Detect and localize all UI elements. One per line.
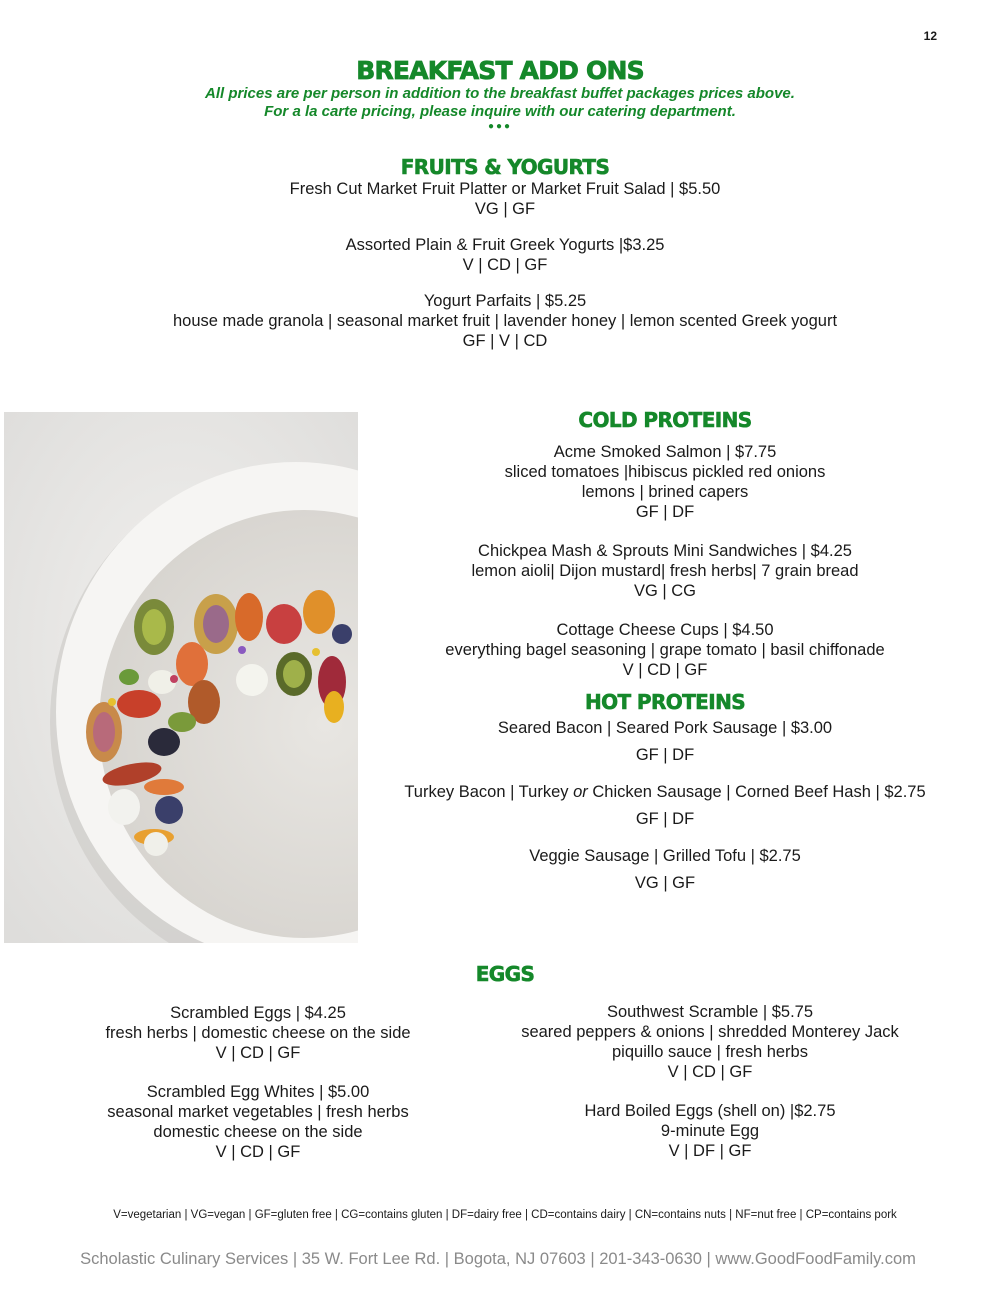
cold-proteins-section	[380, 408, 950, 680]
item-description: seared peppers & onions | shredded Monterey Jack	[521, 1023, 899, 1041]
item-tags: V | CD | GF	[667, 1063, 753, 1081]
footer-contact: Scholastic Culinary Services | 35 W. Fort Lee Rd. | Bogota, NJ 07603 | 201-343-0630 | www.GoodFoodFamily.com	[80, 1250, 916, 1268]
item-tags: GF | DF	[635, 503, 695, 521]
menu-item	[58, 1003, 458, 1063]
item-tags: GF | V | CD	[462, 332, 548, 350]
item-description: sliced tomatoes |hibiscus pickled red onions	[504, 463, 826, 481]
menu-item	[510, 1002, 910, 1082]
item-tags: V | CD | GF	[622, 661, 708, 679]
menu-item	[380, 846, 950, 893]
page-header	[0, 56, 1000, 133]
item-description: fresh herbs | domestic cheese on the side	[105, 1024, 411, 1042]
item-name: Fresh Cut Market Fruit Platter or Market Fruit Salad | $5.50	[289, 180, 721, 198]
eggs-left-column	[58, 1003, 458, 1181]
menu-item	[0, 235, 1000, 275]
menu-item	[0, 179, 1000, 219]
menu-item	[0, 291, 1000, 351]
item-description: 9-minute Egg	[660, 1122, 760, 1140]
dietary-legend: V=vegetarian | VG=vegan | GF=gluten free | CG=contains gluten | DF=dairy free | CD=contains dairy | CN=contains nuts | NF=nut free | CP=contains pork	[113, 1209, 897, 1221]
menu-item	[380, 541, 950, 601]
item-name-or: or	[573, 783, 588, 801]
item-name: Scrambled Egg Whites | $5.00	[146, 1083, 370, 1101]
item-tags: VG | GF	[634, 874, 696, 892]
item-name: Scrambled Eggs | $4.25	[170, 1004, 346, 1022]
section-title-hot: HOT PROTEINS	[584, 690, 746, 714]
item-tags: GF | DF	[635, 810, 695, 828]
divider-dots: ●●●	[487, 121, 513, 132]
item-name: Assorted Plain & Fruit Greek Yogurts |$3.25	[345, 236, 665, 254]
item-name: Southwest Scramble | $5.75	[606, 1003, 814, 1021]
section-title-fruits: FRUITS & YOGURTS	[400, 155, 610, 179]
item-description: everything bagel seasoning | grape tomato | basil chiffonade	[445, 641, 885, 659]
item-name	[380, 782, 950, 802]
item-tags: GF | DF	[635, 746, 695, 764]
hot-proteins-section	[380, 690, 950, 893]
item-tags: V | DF | GF	[668, 1142, 752, 1160]
pricing-note-1: All prices are per person in addition to the breakfast buffet packages prices above.	[205, 85, 795, 102]
item-name: Hard Boiled Eggs (shell on) |$2.75	[584, 1102, 836, 1120]
item-name: Acme Smoked Salmon | $7.75	[553, 443, 777, 461]
item-description: lemon aioli| Dijon mustard| fresh herbs| 7 grain bread	[471, 562, 859, 580]
item-tags: V | CD | GF	[215, 1143, 301, 1161]
item-name: Cottage Cheese Cups | $4.50	[556, 621, 774, 639]
menu-item	[380, 442, 950, 522]
item-name: Yogurt Parfaits | $5.25	[423, 292, 587, 310]
item-tags: VG | CG	[633, 582, 697, 600]
page-title: BREAKFAST ADD ONS	[356, 56, 644, 85]
item-tags: V | CD | GF	[215, 1044, 301, 1062]
eggs-right-column	[510, 1002, 910, 1180]
item-description: seasonal market vegetables | fresh herbs	[107, 1103, 409, 1121]
item-tags: VG | GF	[474, 200, 536, 218]
item-name: Veggie Sausage | Grilled Tofu | $2.75	[529, 847, 801, 865]
menu-item	[380, 718, 950, 765]
item-name: Seared Bacon | Seared Pork Sausage | $3.00	[497, 719, 833, 737]
section-title-eggs: EGGS	[475, 962, 535, 986]
item-name-part: Chicken Sausage | Corned Beef Hash | $2.75	[587, 783, 926, 801]
menu-item	[58, 1082, 458, 1162]
pricing-note-2: For a la carte pricing, please inquire with our catering department.	[264, 103, 736, 120]
item-name-part: Turkey Bacon | Turkey	[404, 783, 574, 801]
menu-item	[380, 782, 950, 829]
fruits-yogurts-section	[0, 155, 1000, 367]
menu-item	[510, 1101, 910, 1161]
item-description: house made granola | seasonal market fruit | lavender honey | lemon scented Greek yogurt	[172, 312, 838, 330]
fruit-bowl-illustration	[4, 412, 358, 943]
page-number: 12	[923, 29, 937, 43]
item-description: domestic cheese on the side	[153, 1123, 363, 1141]
section-title-cold: COLD PROTEINS	[578, 408, 752, 432]
item-name: Chickpea Mash & Sprouts Mini Sandwiches | $4.25	[478, 542, 852, 560]
item-description: piquillo sauce | fresh herbs	[612, 1043, 808, 1061]
proteins-column	[380, 408, 950, 910]
item-description: lemons | brined capers	[581, 483, 749, 501]
fruit-bowl-photo	[4, 412, 358, 943]
menu-item	[380, 620, 950, 680]
item-tags: V | CD | GF	[462, 256, 548, 274]
